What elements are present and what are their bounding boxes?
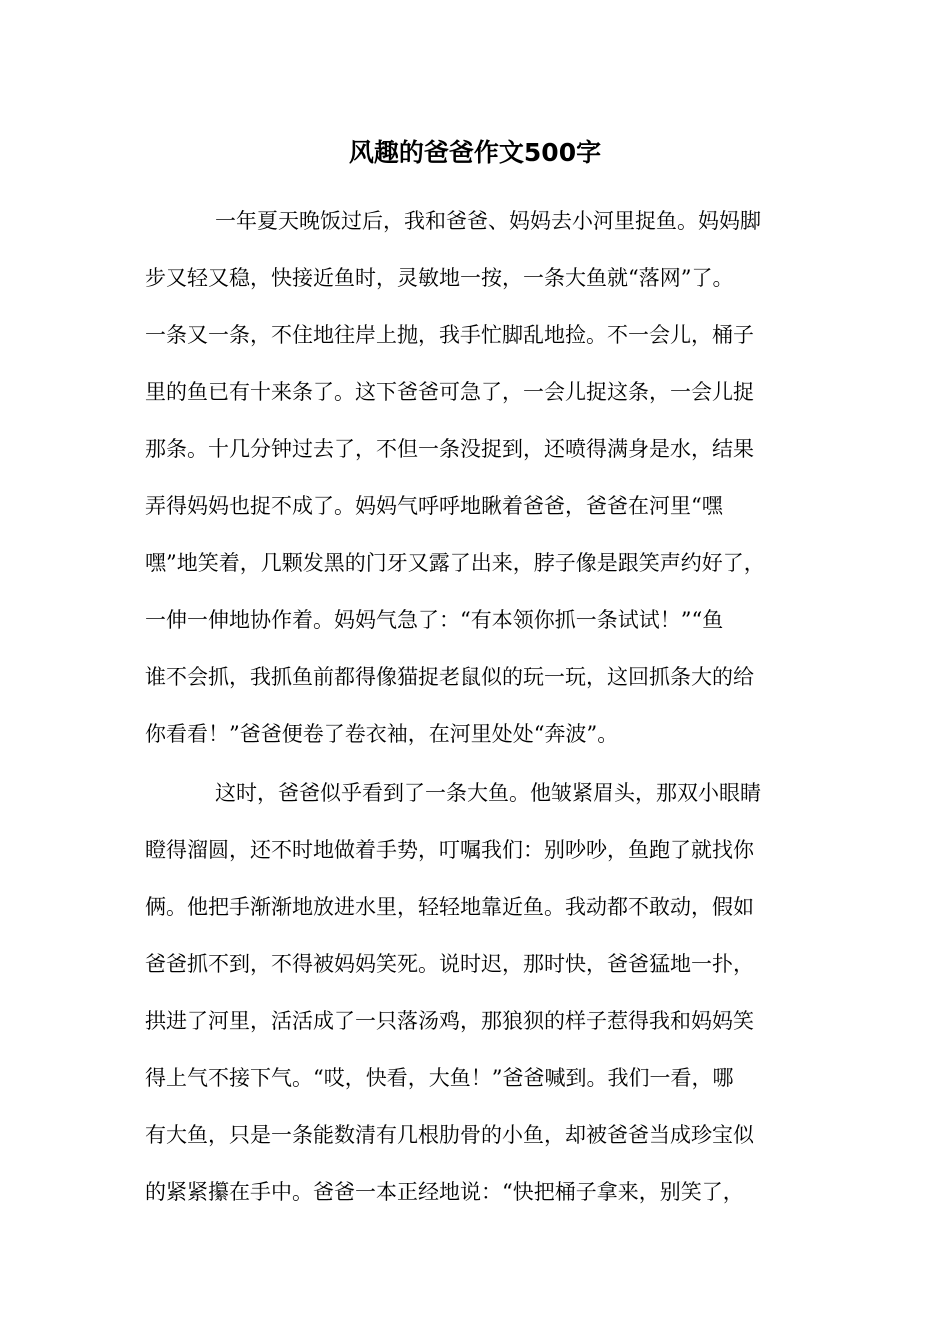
text-line: 一伸一伸地协作着。妈妈气急了：“有本领你抓一条试试！”“鱼 [145, 608, 724, 632]
text-line: 你看看！”爸爸便卷了卷衣袖，在河里处处“奔波”。 [145, 722, 619, 746]
document-title: 风趣的爸爸作文500字 [348, 138, 602, 167]
text-line: 一条又一条，不住地往岸上抛，我手忙脚乱地捡。不一会儿，桶子 [145, 323, 754, 347]
text-line: 的紧紧攥在手中。爸爸一本正经地说：“快把桶子拿来，别笑了， [145, 1180, 744, 1204]
text-line: 俩。他把手渐渐地放进水里，轻轻地靠近鱼。我动都不敢动，假如 [145, 895, 754, 919]
text-line: 这时，爸爸似乎看到了一条大鱼。他皱紧眉头，那双小眼睛 [215, 781, 761, 805]
text-line: 有大鱼，只是一条能数清有几根肋骨的小鱼，却被爸爸当成珍宝似 [145, 1123, 754, 1147]
text-line: 拱进了河里，活活成了一只落汤鸡，那狼狈的样子惹得我和妈妈笑 [145, 1009, 754, 1033]
text-line: 弄得妈妈也捉不成了。妈妈气呼呼地瞅着爸爸，爸爸在河里“嘿 [145, 494, 723, 518]
text-line: 步又轻又稳，快接近鱼时，灵敏地一按，一条大鱼就“落网”了。 [145, 266, 734, 290]
text-line: 里的鱼已有十来条了。这下爸爸可急了，一会儿捉这条，一会儿捉 [145, 380, 754, 404]
text-line: 那条。十几分钟过去了，不但一条没捉到，还喷得满身是水，结果 [145, 437, 754, 461]
text-line: 嘿”地笑着，几颗发黑的门牙又露了出来，脖子像是跟笑声约好了， [145, 551, 765, 575]
text-line: 谁不会抓，我抓鱼前都得像猫捉老鼠似的玩一玩，这回抓条大的给 [145, 665, 754, 689]
text-line: 一年夏天晚饭过后，我和爸爸、妈妈去小河里捉鱼。妈妈脚 [215, 209, 761, 233]
text-line: 得上气不接下气。“哎，快看，大鱼！”爸爸喊到。我们一看，哪 [145, 1066, 734, 1090]
text-line: 爸爸抓不到，不得被妈妈笑死。说时迟，那时快，爸爸猛地一扑， [145, 952, 754, 976]
text-line: 瞪得溜圆，还不时地做着手势，叮嘱我们：别吵吵，鱼跑了就找你 [145, 838, 754, 862]
